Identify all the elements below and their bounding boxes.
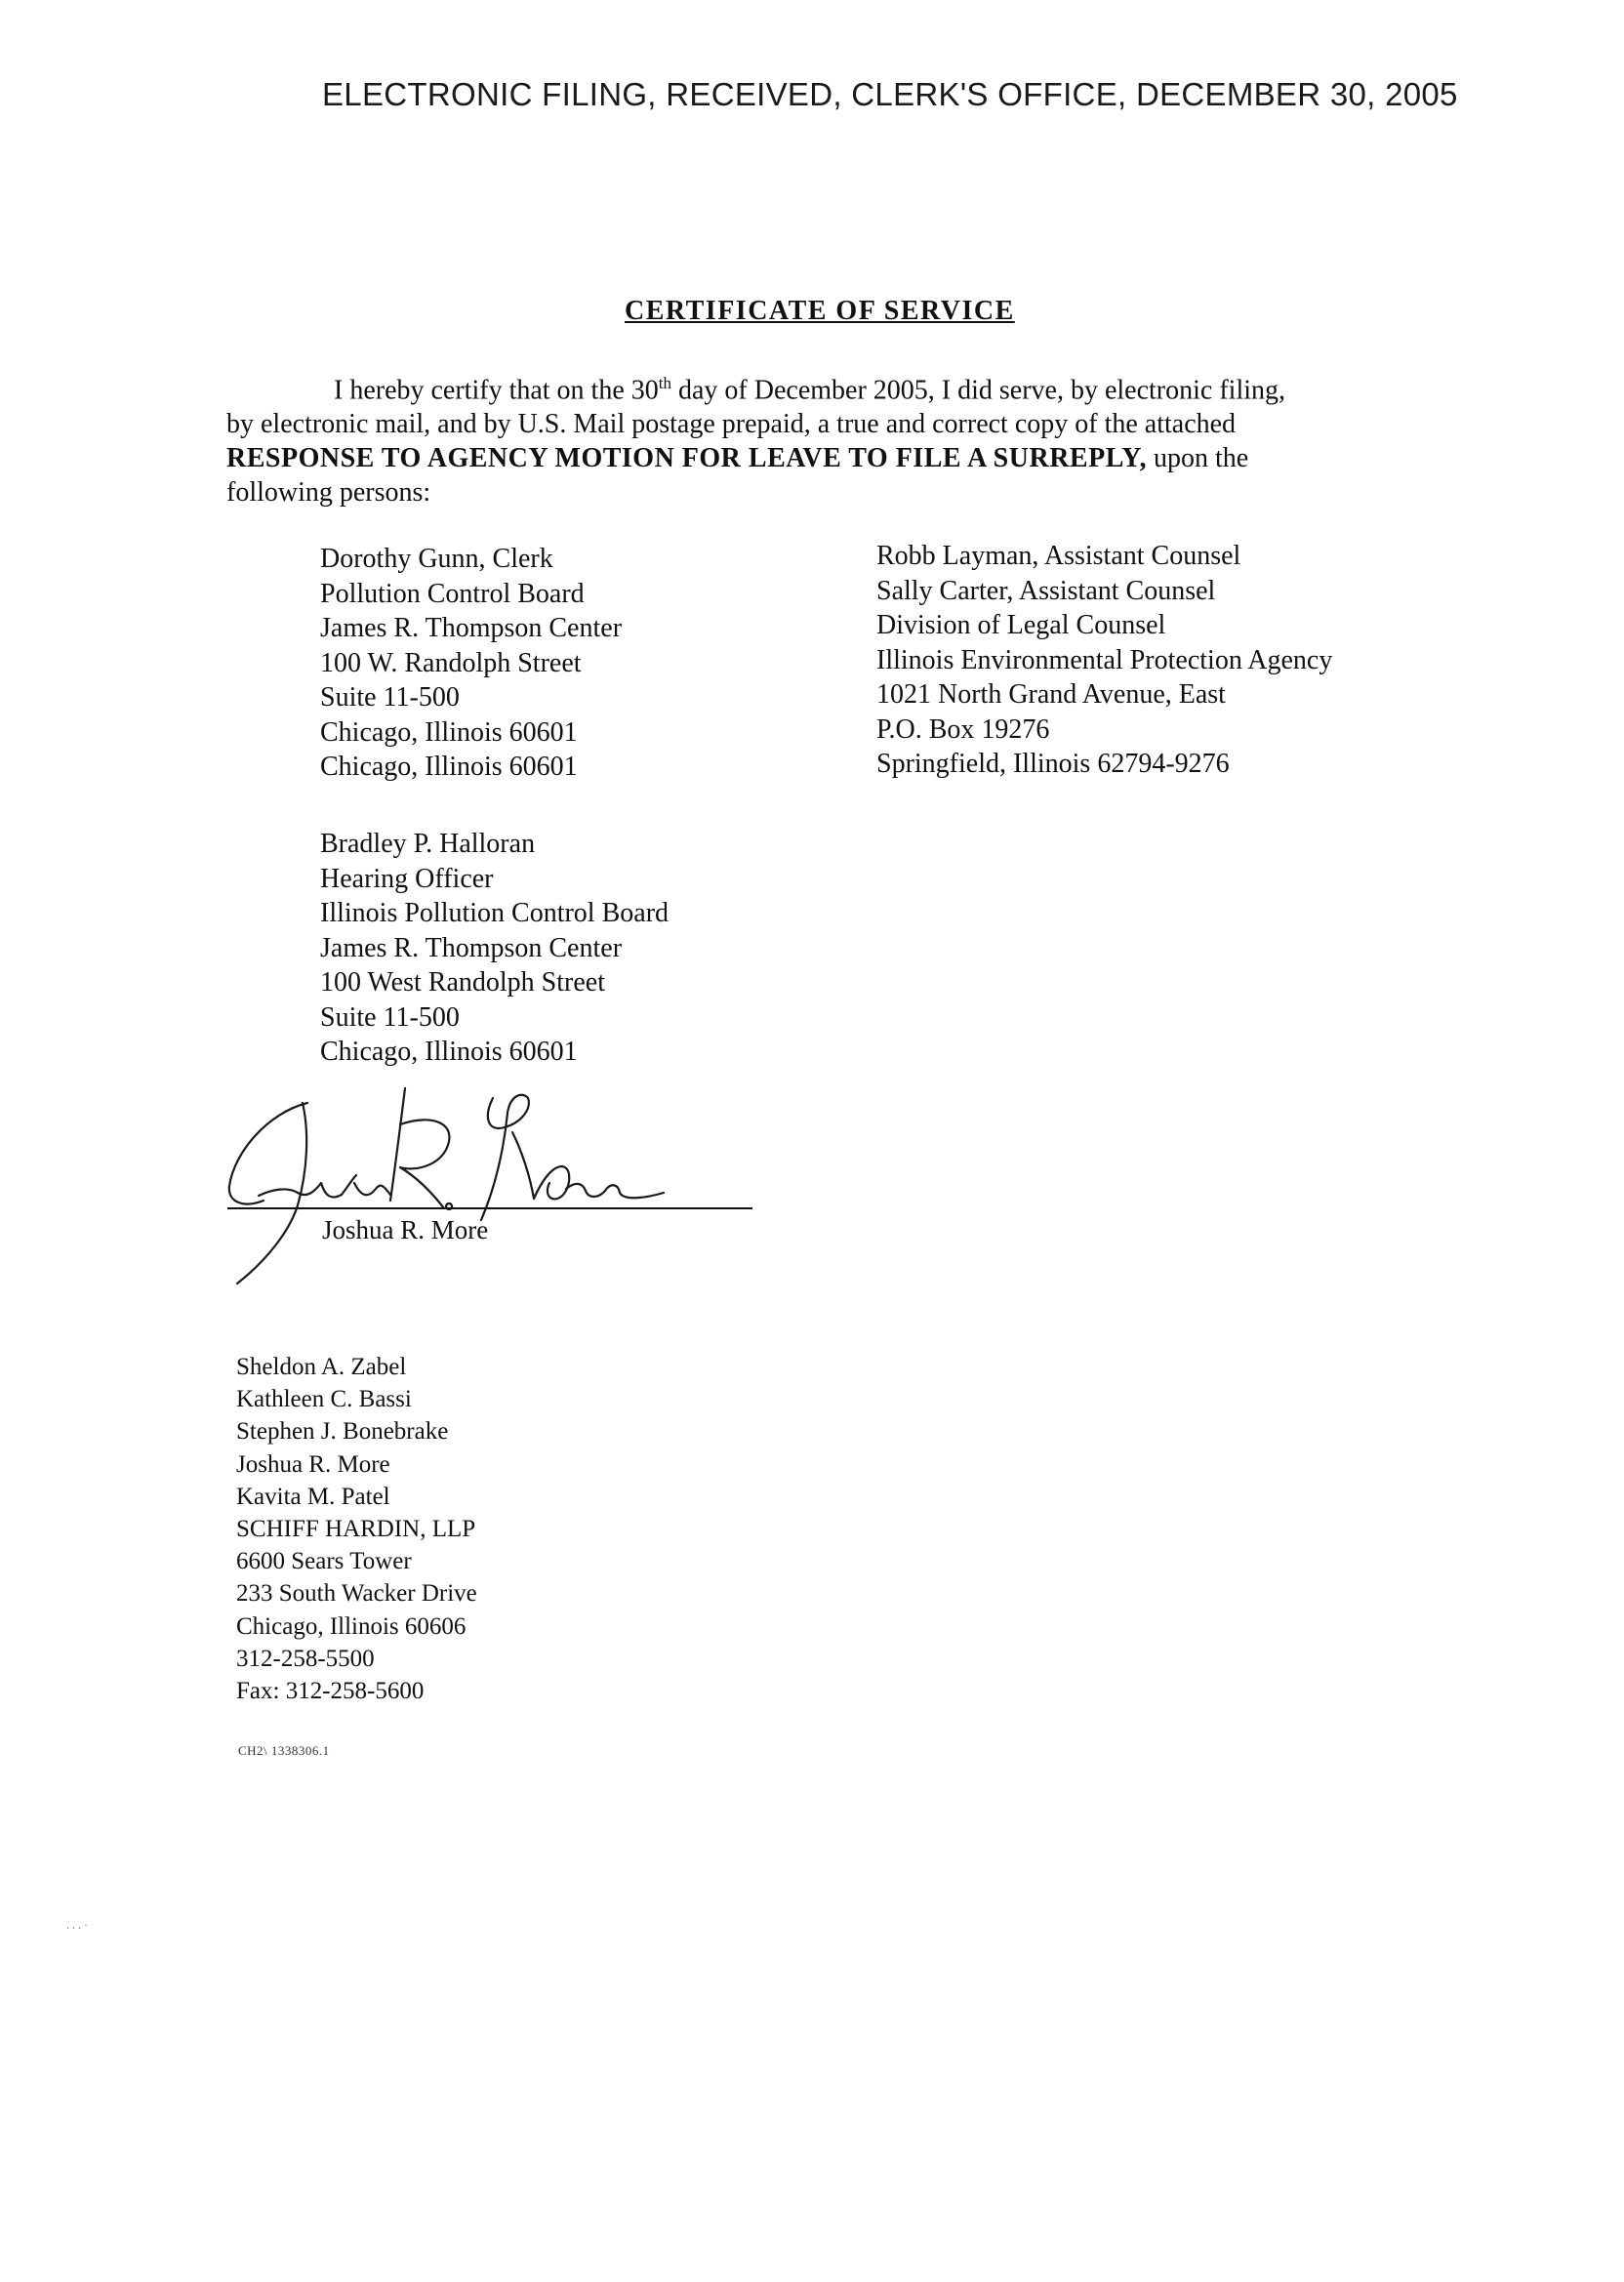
recipient-address-clerk (320, 542, 622, 785)
firm-line: 233 South Wacker Drive (236, 1580, 477, 1608)
signature-block (200, 1074, 756, 1298)
recipient-address-agency (876, 539, 1332, 782)
address-line: Sally Carter, Assistant Counsel (876, 575, 1216, 606)
firm-line: 312-258-5500 (236, 1645, 375, 1672)
address-line: Illinois Pollution Control Board (320, 898, 670, 928)
address-line: Hearing Officer (320, 863, 494, 894)
address-line: Suite 11-500 (320, 1001, 460, 1033)
certification-line-3-tail: upon the (1146, 443, 1249, 474)
firm-line: Stephen J. Bonebrake (236, 1418, 449, 1446)
firm-line: SCHIFF HARDIN, LLP (236, 1516, 476, 1543)
served-document-title: RESPONSE TO AGENCY MOTION FOR LEAVE TO FILE A SURREPLY, (226, 443, 1147, 474)
address-line: Division of Legal Counsel (876, 610, 1166, 640)
firm-line: Sheldon A. Zabel (236, 1354, 407, 1380)
certification-line-4: following persons: (226, 477, 431, 509)
address-line: 100 W. Randolph Street (320, 647, 582, 678)
address-line: Robb Layman, Assistant Counsel (876, 541, 1241, 571)
recipient-address-hearing-officer (320, 827, 669, 1070)
address-line: P.O. Box 19276 (876, 713, 1050, 745)
firm-line: Fax: 312-258-5600 (236, 1678, 425, 1705)
firm-line: Kavita M. Patel (236, 1483, 390, 1510)
firm-contact-block (236, 1351, 477, 1707)
address-line: James R. Thompson Center (320, 613, 623, 643)
signer-name: Joshua R. More (322, 1215, 489, 1244)
certification-paragraph (226, 366, 1398, 509)
address-line: Dorothy Gunn, Clerk (320, 544, 553, 574)
day-ordinal-suffix: th (658, 374, 671, 392)
address-line: Chicago, Illinois 60601 (320, 716, 578, 748)
certification-line-3 (226, 441, 1398, 475)
firm-line: Kathleen C. Bassi (236, 1386, 412, 1413)
address-line: Suite 11-500 (320, 682, 460, 713)
document-id: CH2\ 1338306.1 (238, 1743, 330, 1758)
certification-line-1 (226, 366, 1398, 407)
certificate-title: CERTIFICATE OF SERVICE (625, 296, 1015, 326)
scan-artifact: . . . · (66, 1918, 88, 1932)
address-line: Pollution Control Board (320, 578, 585, 609)
address-line: 1021 North Grand Avenue, East (876, 679, 1226, 710)
certification-line-1-start: I hereby certify that on the 30 (334, 375, 659, 406)
address-line: 100 West Randolph Street (320, 967, 605, 998)
address-line: Bradley P. Halloran (320, 829, 536, 859)
handwritten-signature (200, 1074, 756, 1298)
certification-line-2: by electronic mail, and by U.S. Mail postage prepaid, a true and correct copy of the attached (226, 409, 1237, 440)
firm-line: Chicago, Illinois 60606 (236, 1612, 467, 1640)
signature-line (227, 1207, 752, 1209)
address-line: Chicago, Illinois 60601 (320, 752, 578, 782)
certification-line-1-end: day of December 2005, I did serve, by electronic filing, (671, 375, 1286, 406)
filing-stamp: ELECTRONIC FILING, RECEIVED, CLERK'S OFFICE, DECEMBER 30, 2005 (322, 76, 1458, 112)
address-line: Springfield, Illinois 62794-9276 (876, 749, 1230, 779)
address-line: Illinois Environmental Protection Agency (876, 644, 1333, 675)
firm-line: Joshua R. More (236, 1450, 390, 1478)
address-line: James R. Thompson Center (320, 932, 623, 963)
firm-line: 6600 Sears Tower (236, 1548, 412, 1575)
address-line: Chicago, Illinois 60601 (320, 1037, 578, 1067)
